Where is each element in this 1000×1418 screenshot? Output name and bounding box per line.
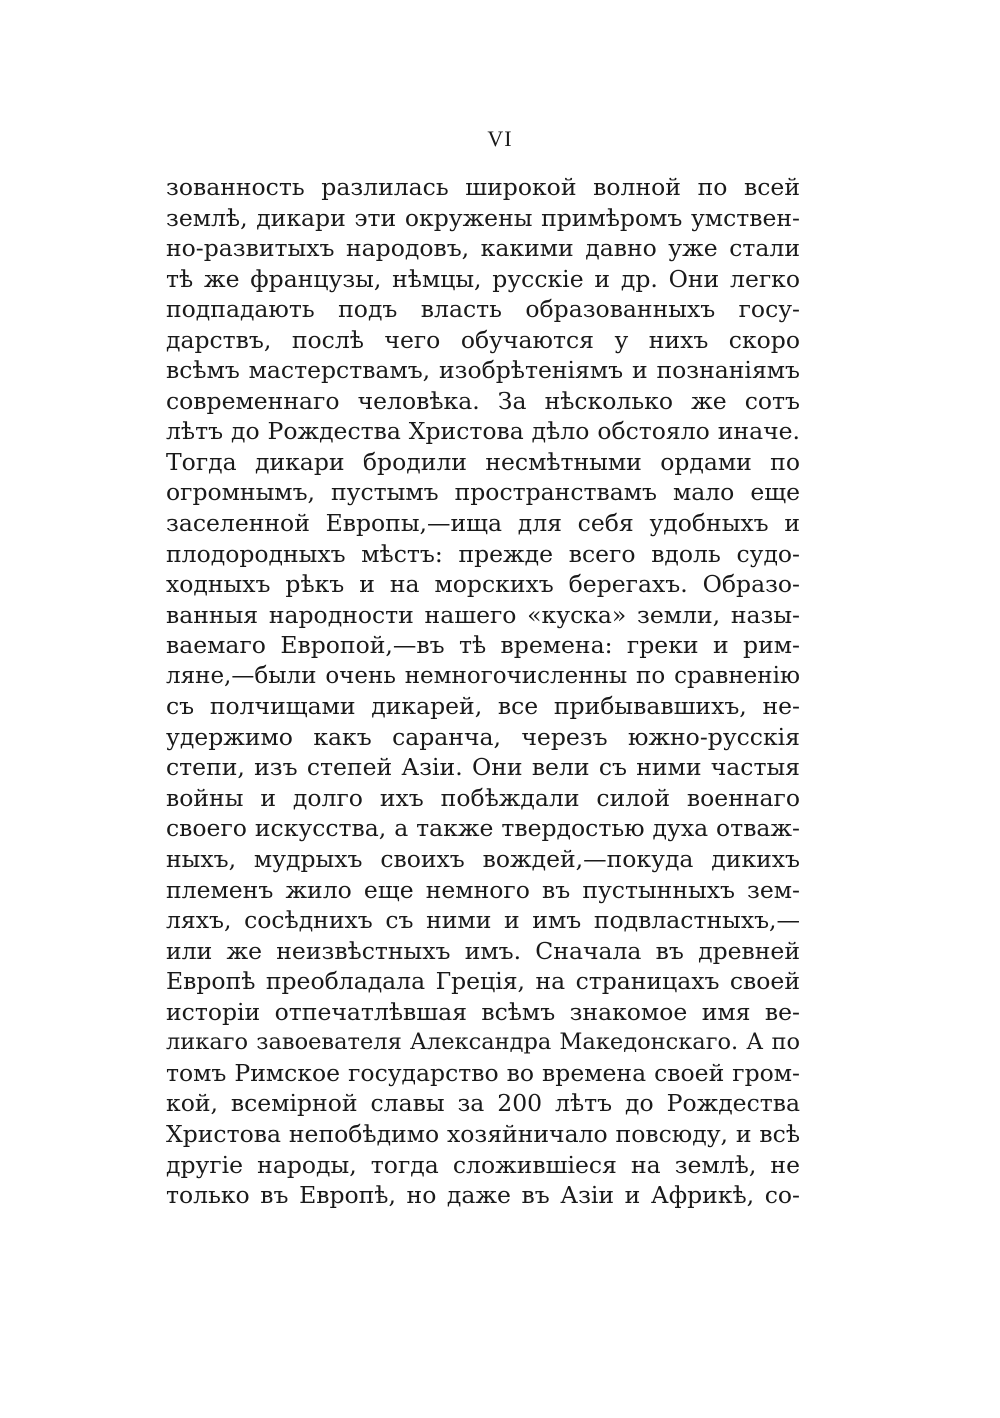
text-line: или же неизвѣстныхъ имъ. Сначала въ древней (166, 936, 800, 965)
text-line: ляне,—были очень немногочисленны по сравненію (166, 662, 800, 689)
text-line: плодородныхъ мѣстъ: прежде всего вдоль судо- (166, 539, 800, 568)
text-line: племенъ жило еще немного въ пустынныхъ зем- (166, 875, 800, 904)
text-line: Европѣ преобладала Греція, на страницахъ своей (166, 967, 800, 996)
text-line: заселенной Европы,—ища для себя удобныхъ и (166, 509, 800, 538)
text-line: землѣ, дикари эти окружены примѣромъ умствен- (166, 203, 800, 232)
text-line: подпадають подъ власть образованныхъ госу- (166, 295, 800, 324)
text-line: современнаго человѣка. За нѣсколько же сотъ (166, 386, 800, 415)
text-line: ваемаго Европой,—въ тѣ времена: греки и рим- (166, 631, 800, 660)
text-line: ходныхъ рѣкъ и на морскихъ берегахъ. Образо- (166, 570, 800, 599)
text-line: ванныя народности нашего «куска» земли, назы- (166, 600, 800, 629)
text-line: ныхъ, мудрыхъ своихъ вождей,—покуда дикихъ (166, 845, 800, 874)
text-line: другіе народы, тогда сложившіеся на землѣ, не (166, 1150, 800, 1179)
text-line: съ полчищами дикарей, все прибывавшихъ, не- (166, 692, 800, 721)
text-line: дарствъ, послѣ чего обучаются у нихъ скоро (166, 325, 800, 354)
text-line: своего искусства, а также твердостью духа отваж- (166, 814, 800, 843)
text-line: степи, изъ степей Азіи. Они вели съ ними частыя (166, 753, 800, 782)
text-line: тѣ же французы, нѣмцы, русскіе и др. Они легко (166, 264, 800, 293)
text-line: исторіи отпечатлѣвшая всѣмъ знакомое имя ве- (166, 997, 800, 1026)
text-line: всѣмъ мастерствамъ, изобрѣтеніямъ и познаніямъ (166, 356, 800, 385)
text-line: Тогда дикари бродили несмѣтными ордами по (166, 447, 800, 476)
text-line: войны и долго ихъ побѣждали силой военнаго (166, 783, 800, 812)
text-line: Христова непобѣдимо хозяйничало повсюду, и всѣ (166, 1119, 800, 1148)
body-text (166, 172, 800, 1211)
text-line: томъ Римское государство во времена своей гром- (166, 1058, 800, 1087)
text-line: зованность разлилась широкой волной по всей (166, 173, 800, 201)
text-line: огромнымъ, пустымъ пространствамъ мало еще (166, 478, 800, 507)
text-line: ликаго завоевателя Александра Македонскаго. А по (166, 1029, 800, 1056)
text-line: только въ Европѣ, но даже въ Азіи и Африкѣ, со- (166, 1181, 800, 1210)
page-number: VI (487, 126, 513, 151)
text-line: лѣтъ до Рождества Христова дѣло обстояло иначе. (166, 417, 800, 446)
text-line: но-развитыхъ народовъ, какими давно уже стали (166, 234, 800, 263)
text-line: удержимо какъ саранча, черезъ южно-русскія (166, 722, 800, 751)
text-line: ляхъ, сосѣднихъ съ ними и имъ подвластныхъ,— (166, 906, 800, 935)
text-line: кой, всемірной славы за 200 лѣтъ до Рождества (166, 1089, 800, 1118)
